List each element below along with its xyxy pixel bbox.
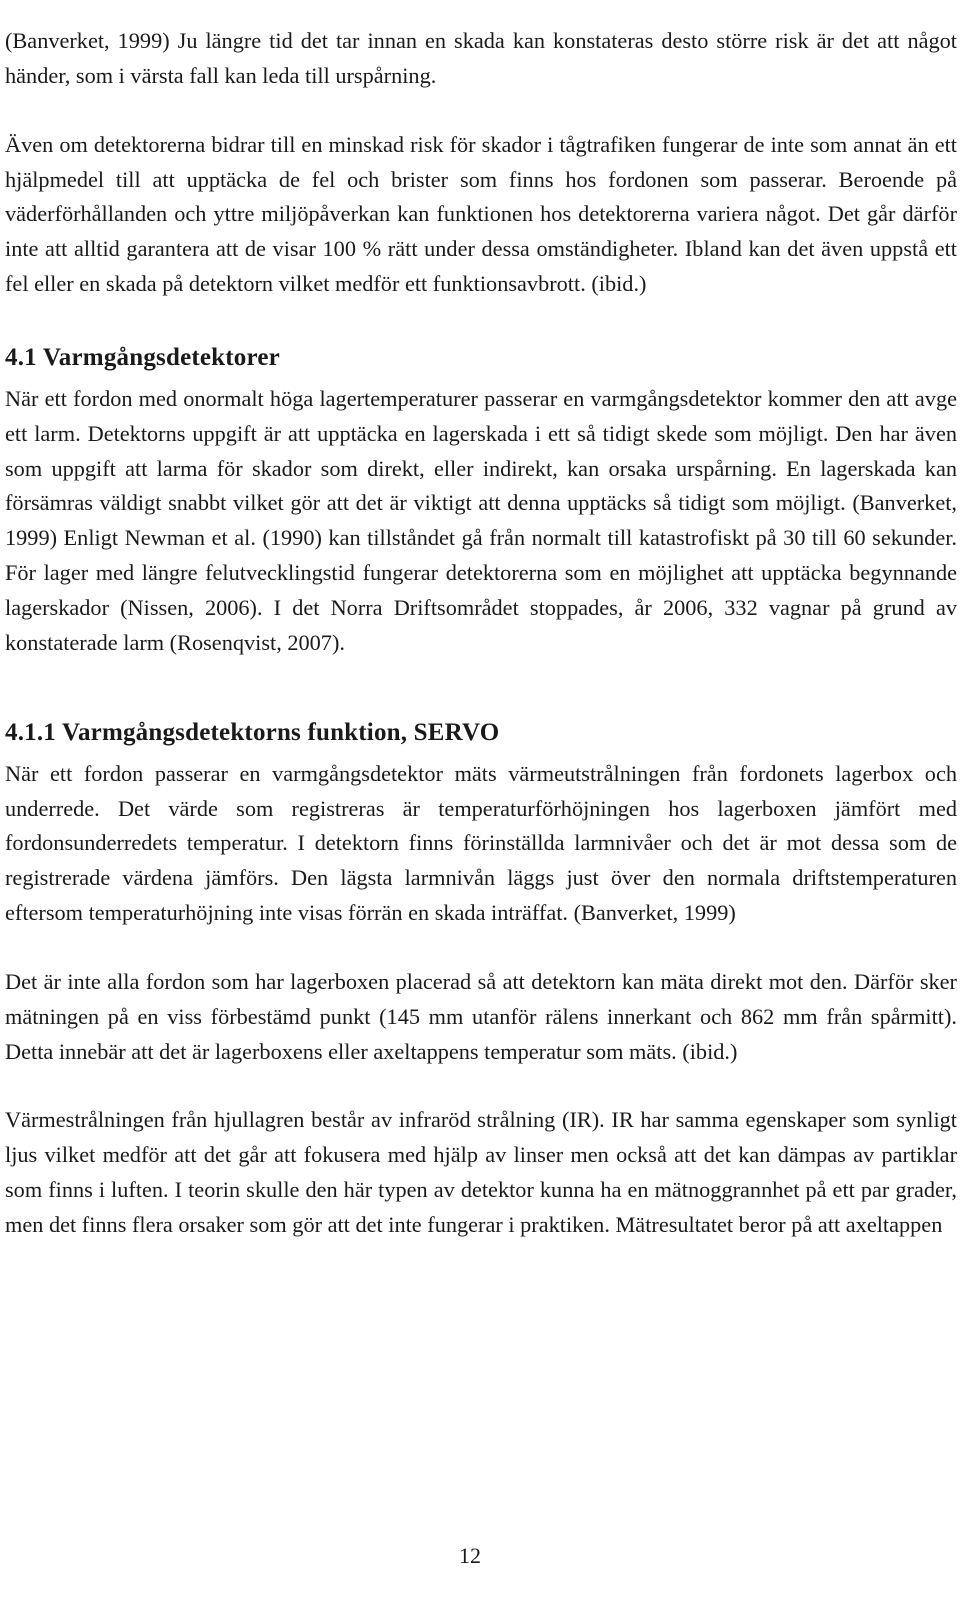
section-heading-4-1: 4.1 Varmgångsdetektorer: [5, 343, 280, 371]
paragraph-intro-continuation: (Banverket, 1999) Ju längre tid det tar innan en skada kan konstateras desto större risk är det att något händer, som i värsta fall kan leda till urspårning.: [5, 28, 957, 88]
paragraph-infrared-radiation: Värmestrålningen från hjullagren består av infraröd strålning (IR). IR har samma egenskaper som synligt ljus vilket medför att det går att fokusera med hjälp av linser men också att det kan dämpas av partiklar som finns i luften. I teorin skulle den här typen av detektor kunna ha en mätnoggrannhet på ett par grader, men det finns flera orsaker som gör att det inte fungerar i praktiken. Mätresultatet beror på att axeltappen: [5, 1107, 957, 1237]
paragraph-measurement-point: Det är inte alla fordon som har lagerboxen placerad så att detektorn kan mäta direkt mot den. Därför sker mätningen på en viss förbestämd punkt (145 mm utanför rälens innerkant och 862 mm från spårmitt). Detta innebär att det är lagerboxens eller axeltappens temperatur som mäts. (ibid.): [5, 968, 957, 1064]
page-content: [5, 24, 957, 1243]
section-heading-4-1-1: 4.1.1 Varmgångsdetektorns funktion, SERVO: [5, 718, 500, 746]
paragraph-detector-limitations: Även om detektorerna bidrar till en minskad risk för skador i tågtrafiken fungerar de inte som annat än ett hjälpmedel till att upptäcka de fel och brister som finns hos fordonen som passerar. Beroende på väderförhållanden och yttre miljöpåverkan kan funktionen hos detektorerna variera något. Det går därför inte att alltid garantera att de visar 100 % rätt under dessa omständigheter. Ibland kan det även uppstå ett fel eller en skada på detektorn vilket medför ett funktionsavbrott. (ibid.): [5, 131, 957, 297]
paragraph-detector-function: När ett fordon passerar en varmgångsdetektor mäts värmeutstrålningen från fordonets lagerbox och underrede. Det värde som registreras är temperaturförhöjningen hos lagerboxen jämfört med fordonsunderredets temperatur. I detektorn finns förinställda larmnivåer och det är mot dessa som de registrerade värdena jämförs. Den lägsta larmnivån läggs just över den normala driftstemperaturen eftersom temperaturhöjning inte visas förrän en skada inträffat. (Banverket, 1999): [5, 760, 957, 926]
paragraph-hot-box-detectors: När ett fordon med onormalt höga lagertemperaturer passerar en varmgångsdetektor kommer den att avge ett larm. Detektorns uppgift är att upptäcka en lagerskada i ett så tidigt skede som möjligt. Den har även som uppgift att larma för skador som direkt, eller indirekt, kan orsaka urspårning. En lagerskada kan försämras väldigt snabbt vilket gör att det är viktigt att denna upptäcks så tidigt som möjligt. (Banverket, 1999) Enligt Newman et al. (1990) kan tillståndet gå från normalt till katastrofiskt på 30 till 60 sekunder. För lager med längre felutvecklingstid fungerar detektorerna som en möjlighet att upptäcka begynnande lagerskador (Nissen, 2006). I det Norra Driftsområdet stoppades, år 2006, 332 vagnar på grund av konstaterade larm (Rosenqvist, 2007).: [5, 385, 957, 655]
page-number: 12: [459, 1543, 481, 1568]
